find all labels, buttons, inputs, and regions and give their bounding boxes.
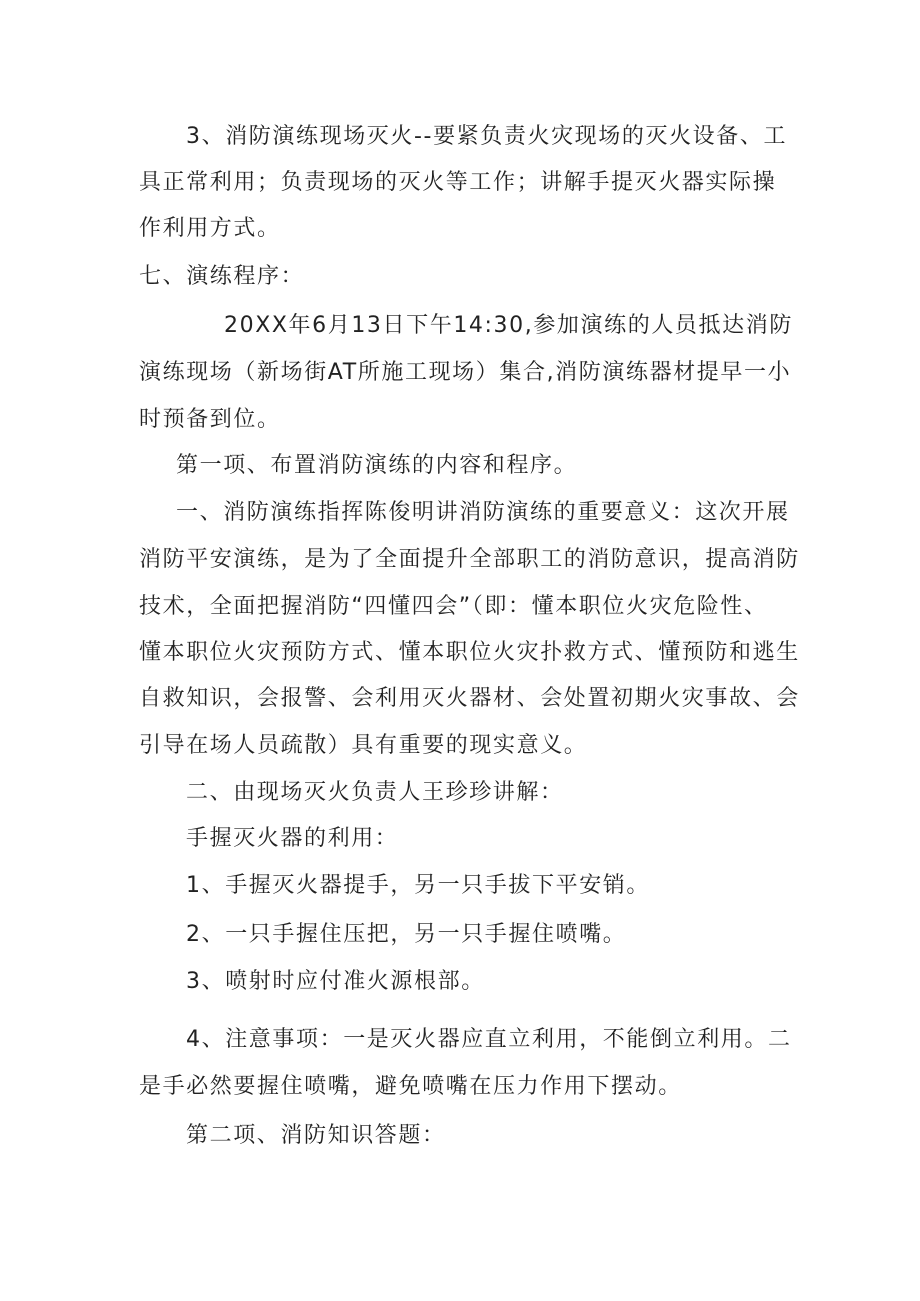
text-line: 作利用方式。: [139, 216, 281, 241]
text-line: 第一项、布置消防演练的内容和程序。: [176, 453, 578, 478]
text-line: 演练现场（新场街AT所施工现场）集合,消防演练器材提早一小: [139, 360, 792, 385]
text-line: 1、手握灭火器提手，另一只手拔下平安销。: [186, 873, 650, 898]
text-line: 自救知识，会报警、会利用灭火器材、会处置初期火灾事故、会: [139, 686, 800, 711]
text-line: 引导在场人员疏散）具有重要的现实意义。: [139, 733, 588, 758]
text-line: 4、注意事项：一是灭火器应直立利用，不能倒立利用。二: [186, 1027, 792, 1052]
section-heading: 七、演练程序：: [139, 264, 305, 289]
text-line: 3、消防演练现场灭火--要紧负责火灾现场的灭火设备、工: [186, 124, 788, 149]
text-line: 是手必然要握住喷嘴，避免喷嘴在压力作用下摆动。: [139, 1074, 682, 1099]
text-line: 消防平安演练，是为了全面提升全部职工的消防意识，提高消防: [139, 547, 800, 572]
text-line: 第二项、消防知识答题：: [186, 1123, 446, 1148]
text-line: 具正常利用；负责现场的灭火等工作；讲解手提灭火器实际操: [139, 170, 777, 195]
text-line: 懂本职位火灾预防方式、懂本职位火灾扑救方式、懂预防和逃生: [139, 640, 800, 665]
text-line: 3、喷射时应付准火源根部。: [186, 969, 485, 994]
text-line: 20XX年6月13日下午14:30,参加演练的人员抵达消防: [224, 313, 793, 338]
text-line: 一、消防演练指挥陈俊明讲消防演练的重要意义：这次开展: [176, 500, 790, 525]
text-line: 二、由现场灭火负责人王珍珍讲解：: [186, 780, 564, 805]
text-line: 2、一只手握住压把，另一只手握住喷嘴。: [186, 922, 627, 947]
text-line: 时预备到位。: [139, 407, 281, 432]
text-line: 手握灭火器的利用：: [186, 826, 399, 851]
text-line: 技术，全面把握消防“四懂四会”（即：懂本职位火灾危险性、: [139, 594, 768, 619]
